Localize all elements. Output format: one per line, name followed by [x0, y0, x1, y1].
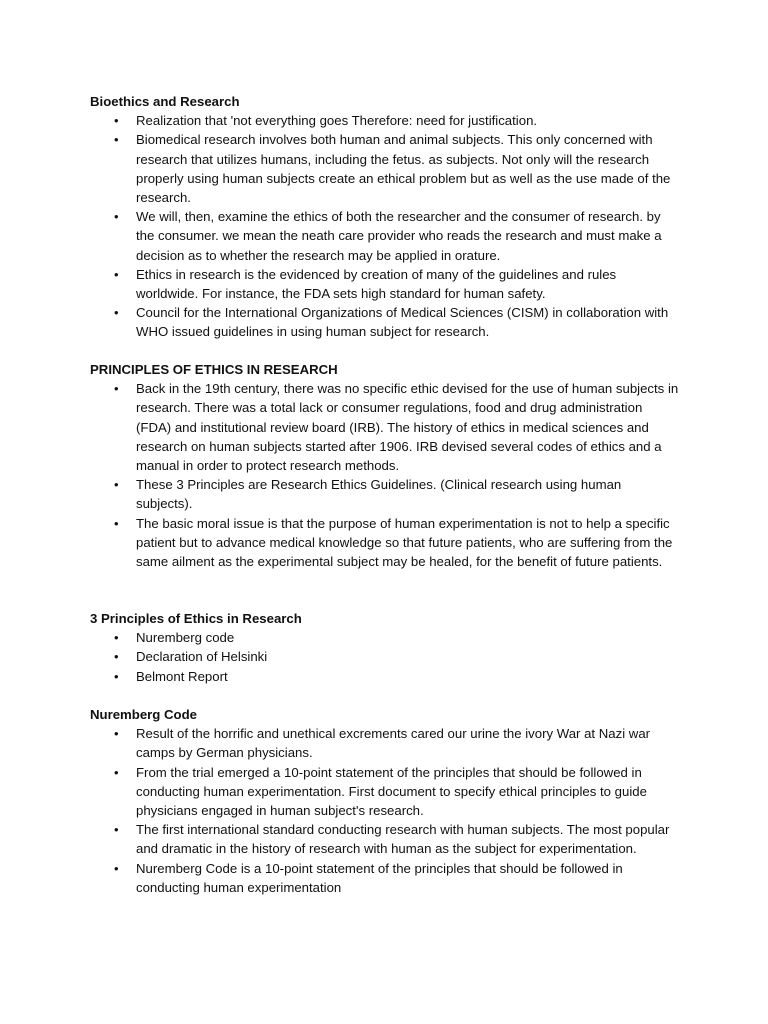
section-heading: Nuremberg Code: [90, 707, 197, 722]
list-item: • Ethics in research is the evidenced by creation of many of the guidelines and rules worldwide. For instance, the FDA sets high standard for human safety.: [114, 266, 617, 302]
bullet-icon: •: [114, 630, 119, 646]
list-item: • Result of the horrific and unethical excrements cared our urine the ivory War at Nazi war camps by German physicians.: [114, 726, 651, 761]
bullet-icon: •: [114, 649, 119, 665]
bullet-icon: •: [114, 305, 119, 321]
list-item: • Belmont Report: [90, 667, 690, 686]
bullet-list: [90, 111, 690, 341]
list-item: • The first international standard conducting research with human subjects. The most popular and dramatic in the history of research with human as the subject for experimentation.: [114, 822, 670, 857]
list-item: • Biomedical research involves both human and animal subjects. This only concerned with research that utilizes humans, including the fetus. as subjects. Not only will the research properly using human subjects create an ethical problem but as well as the use made of the research.: [114, 132, 671, 205]
bullet-icon: •: [114, 515, 119, 531]
section-heading: PRINCIPLES OF ETHICS IN RESEARCH: [90, 362, 338, 377]
bullet-list: [90, 628, 690, 686]
list-item: • These 3 Principles are Research Ethics Guidelines. (Clinical research using human subjects).: [114, 477, 622, 512]
section-heading: 3 Principles of Ethics in Research: [90, 611, 302, 626]
section-3-principles: [90, 609, 690, 686]
list-item: • Nuremberg code: [90, 628, 690, 647]
bullet-icon: •: [114, 381, 119, 397]
section-nuremberg-code: [90, 705, 690, 897]
list-item: • Council for the International Organizations of Medical Sciences (CISM) in collaboration with WHO issued guidelines in using human subject for research.: [114, 305, 669, 340]
bullet-list: [90, 379, 690, 571]
section-principles-of-ethics: [90, 360, 690, 571]
section-bioethics-and-research: [90, 92, 690, 342]
bullet-icon: •: [114, 822, 119, 838]
list-item: • We will, then, examine the ethics of both the researcher and the consumer of research. by the consumer. we mean the neath care provider who reads the research and must make a decision as to whether the research may be applied in orature.: [114, 209, 662, 263]
bullet-icon: •: [114, 477, 119, 493]
bullet-icon: •: [114, 764, 119, 780]
list-item: • Nuremberg Code is a 10-point statement of the principles that should be followed in conducting human experimentation: [114, 860, 623, 895]
bullet-icon: •: [114, 668, 119, 684]
list-item: • The basic moral issue is that the purpose of human experimentation is not to help a specific patient but to advance medical knowledge so that future patients, who are suffering from the same ailment as the experimental subject may be healed, for the benefit of future patients.: [114, 515, 673, 570]
bullet-list: [90, 724, 690, 897]
bullet-icon: •: [114, 266, 119, 282]
section-heading: Bioethics and Research: [90, 94, 240, 109]
list-item: • Declaration of Helsinki: [90, 647, 690, 666]
bullet-icon: •: [114, 209, 119, 225]
list-item: • From the trial emerged a 10-point statement of the principles that should be followed in conducting human experimentation. First document to specify ethical principles to guide physicians engaged in human subject's research.: [114, 764, 647, 818]
list-item: • Back in the 19th century, there was no specific ethic devised for the use of human subjects in research. There was a total lack or consumer regulations, food and drug administration (FDA) and institutional review board (IRB). The history of ethics in medical sciences and research on human subjects started after 1906. IRB devised several codes of ethics and a manual in order to protect research methods.: [114, 381, 679, 473]
bullet-icon: •: [114, 113, 119, 129]
bullet-icon: •: [114, 726, 119, 742]
bullet-icon: •: [114, 132, 119, 148]
list-item: • Realization that 'not everything goes Therefore: need for justification.: [90, 111, 690, 130]
bullet-icon: •: [114, 860, 119, 876]
